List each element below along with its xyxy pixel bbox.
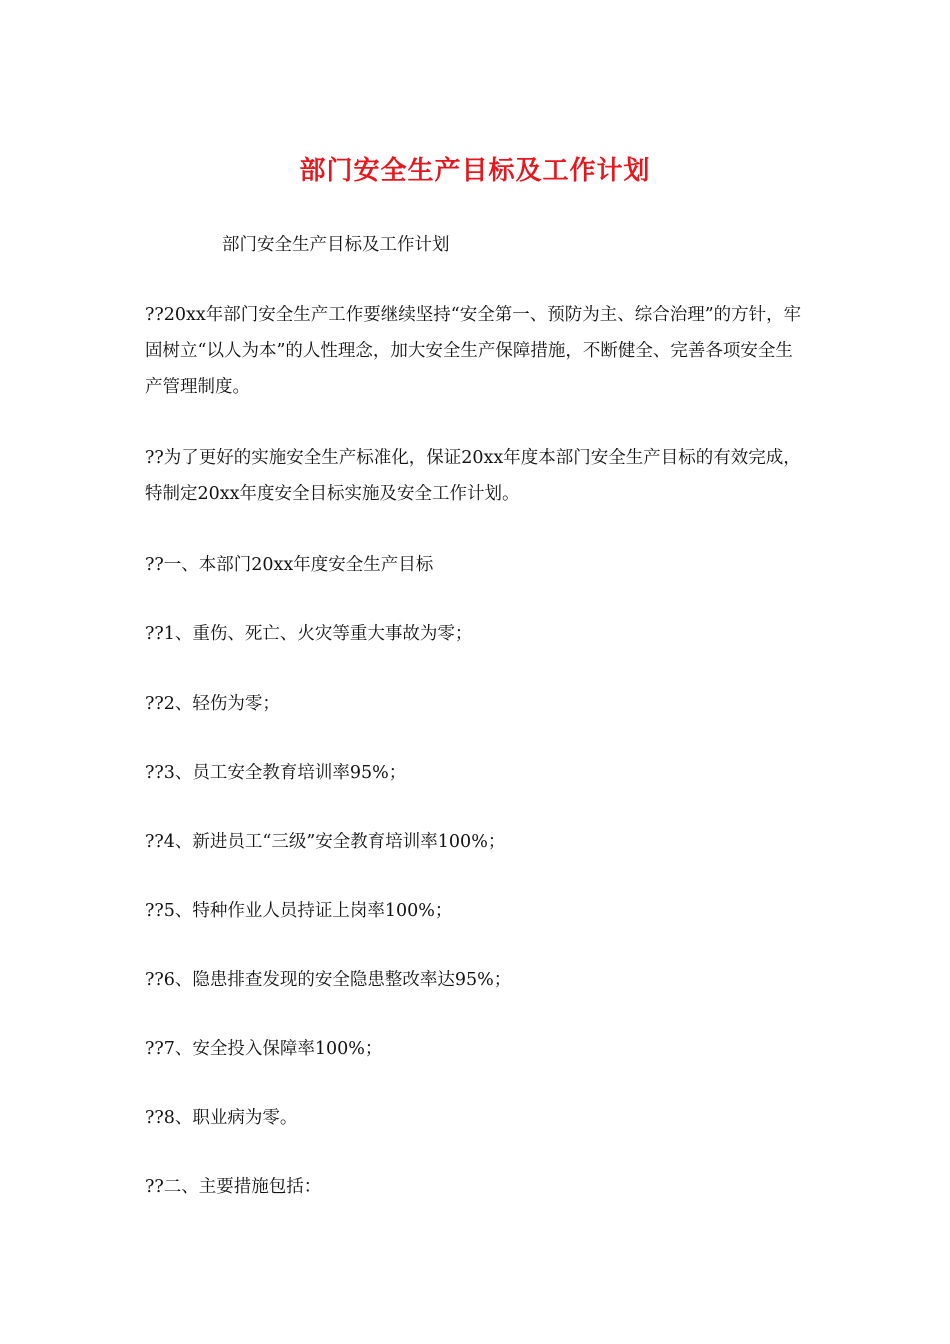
section-heading-goals: ??一、本部门20xx年度安全生产目标 bbox=[145, 555, 434, 575]
intro-paragraph: ??20xx年部门安全生产工作要继续坚持“安全第一、预防为主、综合治理”的方针，牢固树立“以人为本”的人性理念，加大安全生产保障措施，不断健全、完善各项安全生产管理制度。 bbox=[145, 305, 802, 397]
list-item: ??7、安全投入保障率100%； bbox=[145, 1039, 383, 1059]
list-item: ??4、新进员工“三级”安全教育培训率100%； bbox=[145, 832, 506, 852]
list-item: ??2、轻伤为零； bbox=[145, 694, 280, 714]
purpose-paragraph: ??为了更好的实施安全生产标准化，保证20xx年度本部门安全生产目标的有效完成，特制定20xx年度安全目标实施及安全工作计划。 bbox=[145, 448, 801, 504]
list-item: ??8、职业病为零。 bbox=[145, 1108, 298, 1128]
document-subtitle: 部门安全生产目标及工作计划 bbox=[222, 235, 450, 255]
section-heading-measures: ??二、主要措施包括： bbox=[145, 1177, 322, 1197]
list-item: ??1、重伤、死亡、火灾等重大事故为零； bbox=[145, 624, 473, 644]
document-title: 部门安全生产目标及工作计划 bbox=[299, 156, 651, 186]
list-item: ??3、员工安全教育培训率95%； bbox=[145, 763, 407, 783]
list-item: ??5、特种作业人员持证上岗率100%； bbox=[145, 901, 453, 921]
list-item: ??6、隐患排查发现的安全隐患整改率达95%； bbox=[145, 970, 512, 990]
